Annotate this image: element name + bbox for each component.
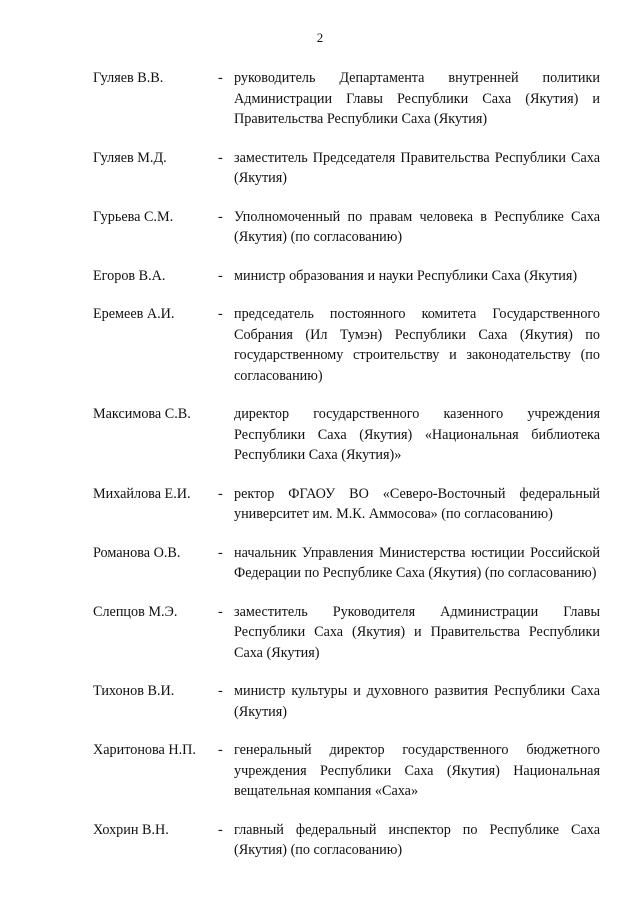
member-row xyxy=(93,820,600,861)
member-row xyxy=(93,148,600,189)
member-name: Еремеев А.И. xyxy=(93,306,175,322)
member-position: главный федеральный инспектор по Республике Саха (Якутия) (по согласованию) xyxy=(234,821,600,858)
member-position: директор государственного казенного учреждения Республики Саха (Якутия) «Национальная библиотека Республики Саха (Якутия)» xyxy=(234,406,600,463)
member-row xyxy=(93,68,600,130)
member-name: Гуляев В.В. xyxy=(93,70,164,86)
member-row xyxy=(93,602,600,664)
member-row xyxy=(93,266,600,287)
member-name: Харитонова Н.П. xyxy=(93,742,196,758)
member-name: Романова О.В. xyxy=(93,544,181,561)
member-dash: - xyxy=(218,208,223,225)
member-name: Гурьева С.М. xyxy=(93,208,174,225)
member-position: руководитель Департамента внутренней политики Администрации Главы Республики Саха (Якутия) и Правительства Республики Саха (Якутия) xyxy=(234,70,600,127)
member-row xyxy=(93,484,600,525)
member-position: начальник Управления Министерства юстиции Российской Федерации по Республике Саха (Якутия) (по согласованию) xyxy=(234,544,600,581)
member-dash: - xyxy=(218,603,223,620)
member-dash: - xyxy=(218,821,223,838)
member-dash: - xyxy=(218,485,223,502)
member-name: Михайлова Е.И. xyxy=(93,485,191,502)
member-name: Максимова С.В. xyxy=(93,406,191,422)
member-name: Слепцов М.Э. xyxy=(93,603,178,620)
member-position: Уполномоченный по правам человека в Республике Саха (Якутия) (по согласованию) xyxy=(234,208,600,245)
member-position: председатель постоянного комитета Государственного Собрания (Ил Тумэн) Республики Саха (Якутия) по государственному строительству и законодательству (по согласованию) xyxy=(234,306,600,384)
member-name: Гуляев М.Д. xyxy=(93,149,167,166)
member-position: министр культуры и духовного развития Республики Саха (Якутия) xyxy=(234,683,600,720)
member-position: ректор ФГАОУ ВО «Северо-Восточный федеральный университет им. М.К. Аммосова» (по согласованию) xyxy=(234,485,600,522)
member-name: Егоров В.А. xyxy=(93,267,166,284)
member-dash: - xyxy=(218,306,223,322)
member-name: Хохрин В.Н. xyxy=(93,821,169,838)
member-row xyxy=(93,543,600,584)
member-position: заместитель Председателя Правительства Республики Саха (Якутия) xyxy=(234,149,600,186)
member-dash: - xyxy=(218,267,223,284)
member-dash: - xyxy=(218,70,223,86)
member-row xyxy=(93,207,600,248)
member-row xyxy=(93,404,600,466)
member-position: министр образования и науки Республики Саха (Якутия) xyxy=(234,267,578,284)
member-row xyxy=(93,304,600,386)
member-position: заместитель Руководителя Администрации Главы Республики Саха (Якутия) и Правительства Республики Саха (Якутия) xyxy=(234,603,600,661)
member-dash: - xyxy=(218,683,223,699)
member-position: генеральный директор государственного бюджетного учреждения Республики Саха (Якутия) Национальная вещательная компания «Саха» xyxy=(234,742,600,799)
member-list xyxy=(93,68,600,861)
member-dash xyxy=(218,404,234,466)
page-number: 2 xyxy=(316,30,324,45)
member-dash: - xyxy=(218,149,223,166)
member-row xyxy=(93,681,600,722)
member-name: Тихонов В.И. xyxy=(93,683,175,699)
member-row xyxy=(93,740,600,802)
member-dash: - xyxy=(218,544,223,561)
member-dash: - xyxy=(218,742,223,758)
